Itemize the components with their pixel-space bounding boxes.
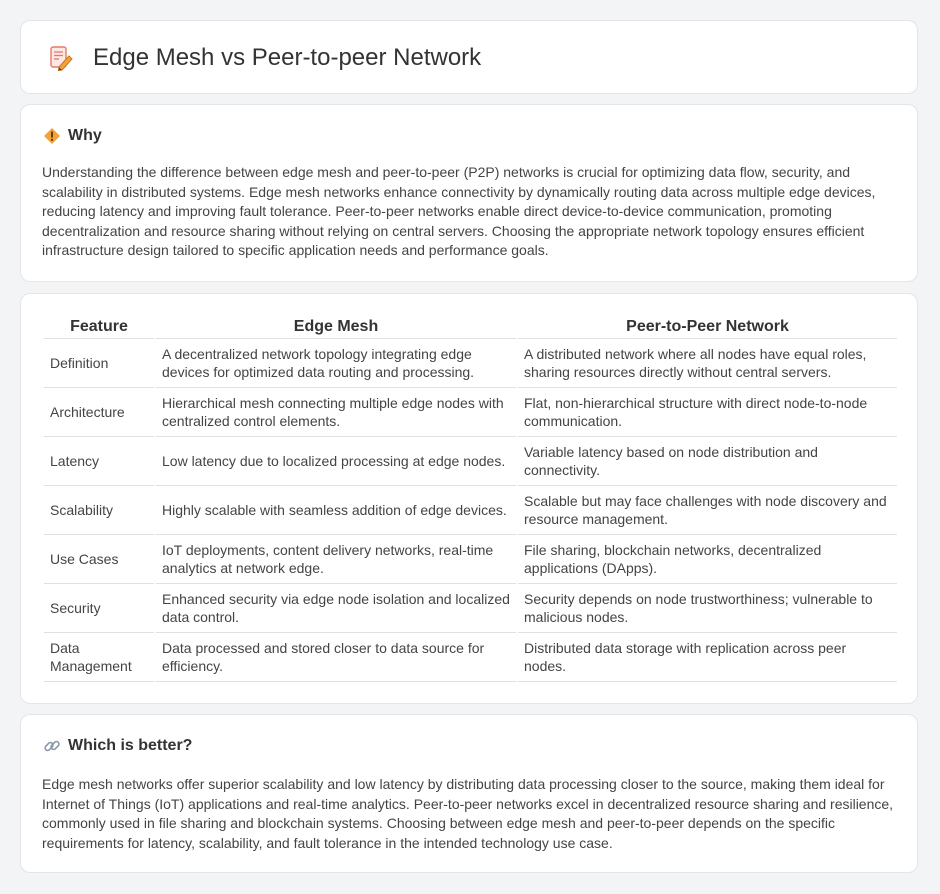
- table-row: [44, 535, 897, 584]
- peer-to-peer-cell: Flat, non-hierarchical structure with direct node-to-node communication.: [518, 388, 897, 437]
- edge-mesh-cell: Data processed and stored closer to data source for efficiency.: [156, 633, 516, 682]
- feature-cell: Definition: [44, 339, 154, 388]
- feature-cell: Security: [44, 584, 154, 633]
- link-icon: [43, 737, 61, 755]
- feature-cell: Scalability: [44, 486, 154, 535]
- title-card: [20, 20, 918, 94]
- table-header-row: [44, 316, 897, 339]
- edge-mesh-cell: Hierarchical mesh connecting multiple edge nodes with centralized control elements.: [156, 388, 516, 437]
- table-row: [44, 486, 897, 535]
- warning-diamond-icon: [43, 127, 61, 145]
- comparison-card: [20, 293, 918, 704]
- edge-mesh-cell: Highly scalable with seamless addition of edge devices.: [156, 486, 516, 535]
- table-row: [44, 339, 897, 388]
- which-is-better-card: [20, 714, 918, 873]
- page-title: Edge Mesh vs Peer-to-peer Network: [93, 44, 482, 71]
- feature-cell: Data Management: [44, 633, 154, 682]
- why-card: [20, 104, 918, 282]
- header-edge-mesh: Edge Mesh: [156, 316, 516, 339]
- peer-to-peer-cell: A distributed network where all nodes have equal roles, sharing resources directly without central servers.: [518, 339, 897, 388]
- table-row: [44, 388, 897, 437]
- peer-to-peer-cell: Scalable but may face challenges with node discovery and resource management.: [518, 486, 897, 535]
- peer-to-peer-cell: Variable latency based on node distribution and connectivity.: [518, 437, 897, 486]
- edge-mesh-cell: Low latency due to localized processing at edge nodes.: [156, 437, 516, 486]
- which-is-better-heading: Which is better?: [68, 737, 193, 754]
- table-row: [44, 633, 897, 682]
- edge-mesh-cell: Enhanced security via edge node isolation and localized data control.: [156, 584, 516, 633]
- peer-to-peer-cell: Distributed data storage with replication across peer nodes.: [518, 633, 897, 682]
- feature-cell: Latency: [44, 437, 154, 486]
- header-feature: Feature: [44, 316, 154, 339]
- table-row: [44, 437, 897, 486]
- header-peer-to-peer: Peer-to-Peer Network: [518, 316, 897, 339]
- edge-mesh-cell: IoT deployments, content delivery networks, real-time analytics at network edge.: [156, 535, 516, 584]
- peer-to-peer-cell: Security depends on node trustworthiness; vulnerable to malicious nodes.: [518, 584, 897, 633]
- document-pencil-icon: [45, 43, 75, 73]
- comparison-table: [42, 316, 899, 682]
- table-row: [44, 584, 897, 633]
- edge-mesh-cell: A decentralized network topology integrating edge devices for optimized data routing and processing.: [156, 339, 516, 388]
- why-heading: Why: [68, 127, 102, 144]
- feature-cell: Architecture: [44, 388, 154, 437]
- why-text: Understanding the difference between edge mesh and peer-to-peer (P2P) networks is crucial for optimizing data flow, security, and scalability in distributed systems. Edge mesh networks enhance connectivity by dynamically routing data across multiple edge devices, reducing latency and improving fault tolerance. Peer-to-peer networks enable direct device-to-device communication, promoting decentralization and resource sharing without relying on central servers. Choosing the appropriate network topology ensures efficient infrastructure design tailored to specific application needs and performance goals.: [42, 164, 876, 258]
- which-is-better-text: Edge mesh networks offer superior scalability and low latency by distributing data processing closer to the source, making them ideal for Internet of Things (IoT) applications and real-time analytics. Peer-to-peer networks excel in decentralized resource sharing and resilience, commonly used in file sharing and blockchain systems. Choosing between edge mesh and peer-to-peer depends on the specific requirements for latency, scalability, and fault tolerance in the intended technology use case.: [42, 776, 894, 851]
- feature-cell: Use Cases: [44, 535, 154, 584]
- peer-to-peer-cell: File sharing, blockchain networks, decentralized applications (DApps).: [518, 535, 897, 584]
